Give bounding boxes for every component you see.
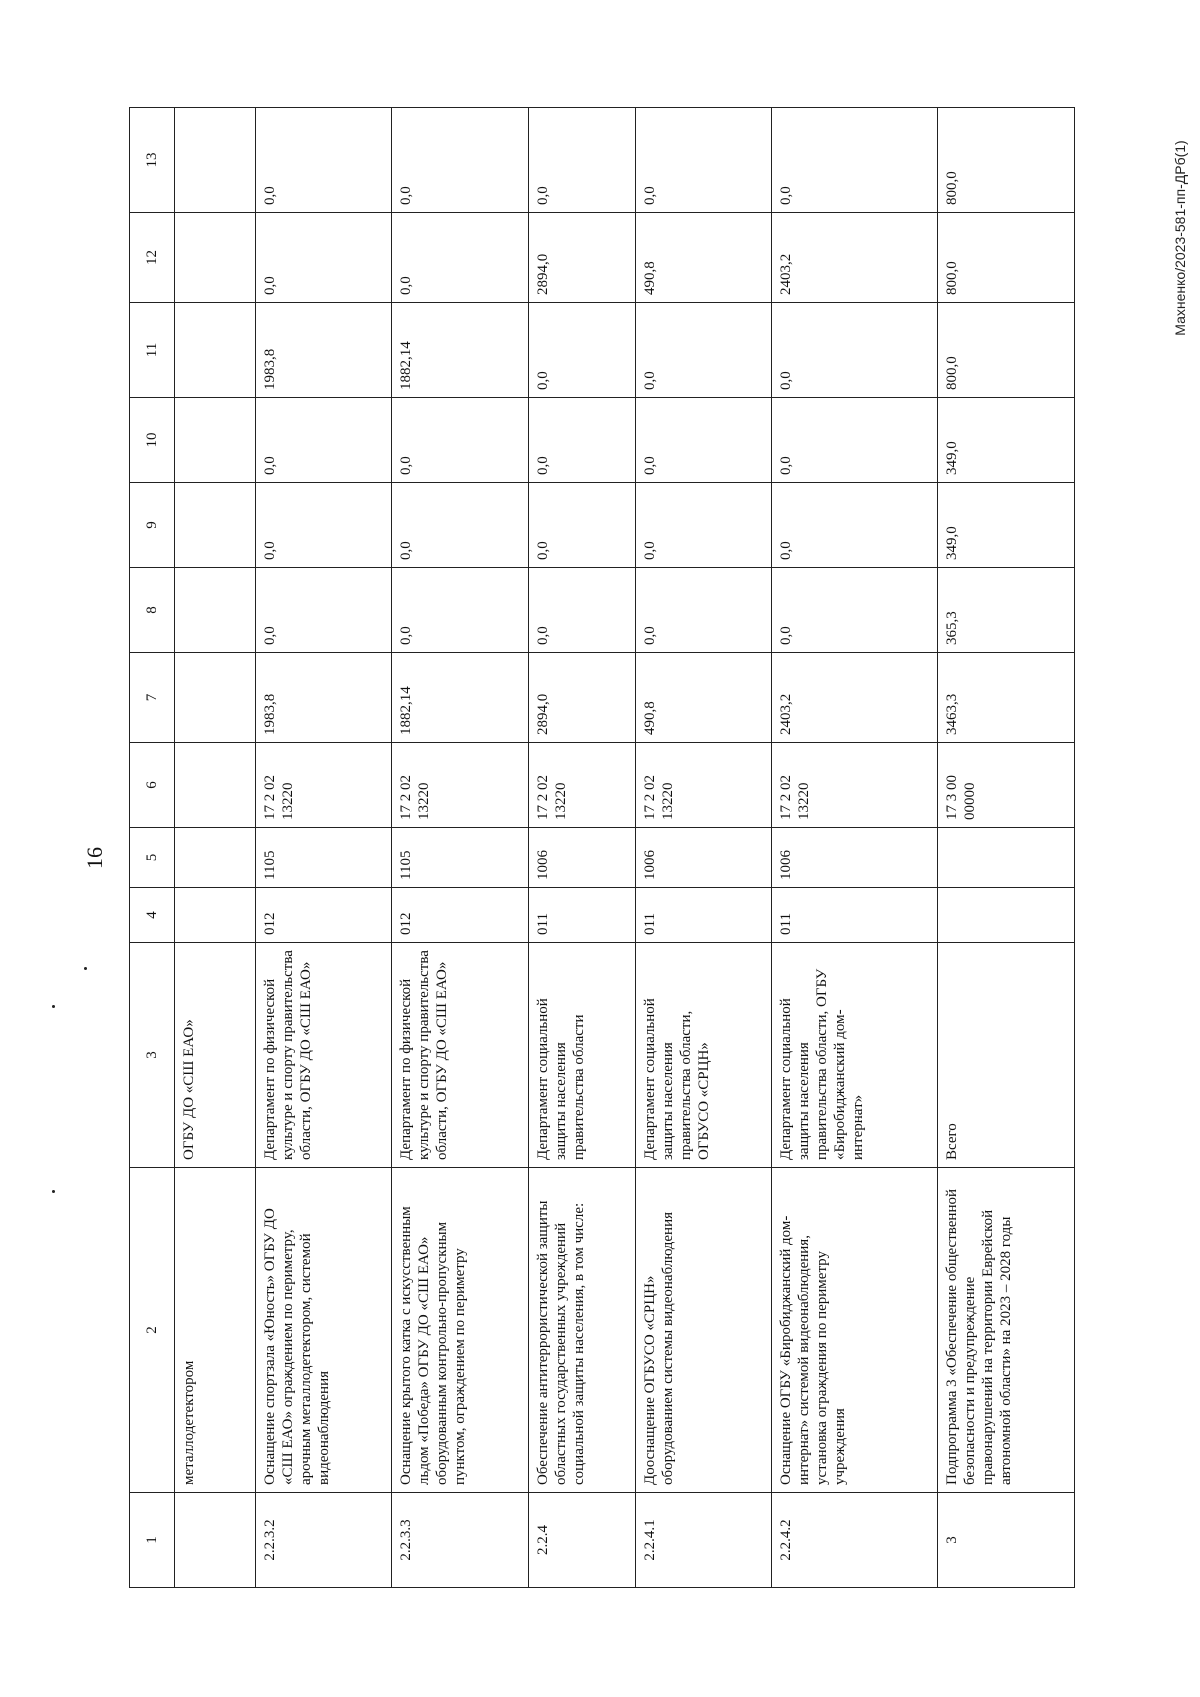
table-row <box>255 108 392 1588</box>
table-cell: Оснащение крытого катка с искусственным льдом «Победа» ОГБУ ДО «СШ ЕАО» оборудованным контрольно-пропускным пунктом, ограждением по периметру <box>392 1168 529 1493</box>
table-cell <box>938 888 1075 943</box>
table-cell: 1882,14 <box>392 653 529 743</box>
table-cell: 0,0 <box>772 303 938 398</box>
table-cell <box>175 108 256 213</box>
table-cell <box>175 483 256 568</box>
footer-document-code: Махненко/2023-581-пп-ДРб(1) <box>1172 140 1188 336</box>
table-cell: 2.2.3.3 <box>392 1493 529 1588</box>
table-cell: 0,0 <box>255 568 392 653</box>
table-cell: Обеспечение антитеррористической защиты областных государственных учреждений социальной защиты населения, в том числе: <box>528 1168 635 1493</box>
table-cell: 0,0 <box>772 108 938 213</box>
table-cell: 349,0 <box>938 483 1075 568</box>
table-cell: Департамент социальной защиты населения правительства области <box>528 943 635 1168</box>
table-cell: 2403,2 <box>772 213 938 303</box>
table-cell: 1105 <box>392 828 529 888</box>
table-wrapper <box>129 108 1075 1588</box>
table-cell: 0,0 <box>255 398 392 483</box>
scan-dot <box>84 967 87 970</box>
table-cell: 2894,0 <box>528 213 635 303</box>
table-cell: 0,0 <box>255 483 392 568</box>
table-cell: 800,0 <box>938 303 1075 398</box>
table-cell: Подпрограмма 3 «Обеспечение общественной безопасности и предупреждение правонарушений на территории Еврейской автономной области» на 2023 – 2028 годы <box>938 1168 1075 1493</box>
table-cell: 1983,8 <box>255 653 392 743</box>
header-cell: 8 <box>130 568 175 653</box>
table-cell: металлодетектором <box>175 1168 256 1493</box>
table-cell: 2403,2 <box>772 653 938 743</box>
table-cell: 2.2.3.2 <box>255 1493 392 1588</box>
table-cell: 0,0 <box>772 483 938 568</box>
header-cell: 6 <box>130 743 175 828</box>
table-cell: 011 <box>635 888 772 943</box>
table-row <box>938 108 1075 1588</box>
header-cell: 12 <box>130 213 175 303</box>
table-cell: 2894,0 <box>528 653 635 743</box>
table-cell: Департамент социальной защиты населения правительства области, ОГБУ «Биробиджанский дом-интернат» <box>772 943 938 1168</box>
table-cell: 490,8 <box>635 653 772 743</box>
table-cell: 011 <box>528 888 635 943</box>
table-row <box>528 108 635 1588</box>
header-cell: 2 <box>130 1168 175 1493</box>
header-cell: 1 <box>130 1493 175 1588</box>
table-cell: 0,0 <box>392 213 529 303</box>
table-cell <box>175 888 256 943</box>
table-cell: 0,0 <box>635 303 772 398</box>
table-cell: 0,0 <box>392 108 529 213</box>
table-cell: 0,0 <box>635 483 772 568</box>
table-cell <box>938 828 1075 888</box>
header-cell: 7 <box>130 653 175 743</box>
table-cell: 0,0 <box>255 213 392 303</box>
table-cell: 1006 <box>772 828 938 888</box>
header-cell: 4 <box>130 888 175 943</box>
table-cell <box>175 568 256 653</box>
table-cell: 3 <box>938 1493 1075 1588</box>
table-cell: 0,0 <box>635 108 772 213</box>
header-row <box>130 108 175 1588</box>
table-cell: 0,0 <box>528 398 635 483</box>
table-cell: 800,0 <box>938 108 1075 213</box>
table-cell: 17 2 02 13220 <box>392 743 529 828</box>
table-cell: Оснащение ОГБУ «Биробиджанский дом-интернат» системой видеонаблюдения, установка ограждения по периметру учреждения <box>772 1168 938 1493</box>
table-cell <box>175 303 256 398</box>
table-cell: 011 <box>772 888 938 943</box>
table-cell: 1105 <box>255 828 392 888</box>
table-cell: Департамент по физической культуре и спорту правительства области, ОГБУ ДО «СШ ЕАО» <box>392 943 529 1168</box>
table-cell: 0,0 <box>772 398 938 483</box>
table-cell: 1006 <box>635 828 772 888</box>
table-cell: 2.2.4.2 <box>772 1493 938 1588</box>
table-row <box>772 108 938 1588</box>
table-cell <box>175 213 256 303</box>
table-cell <box>175 828 256 888</box>
table-cell: 0,0 <box>392 568 529 653</box>
table-cell: 2.2.4 <box>528 1493 635 1588</box>
table-cell: Дооснащение ОГБУСО «СРЦН» оборудованием системы видеонаблюдения <box>635 1168 772 1493</box>
table-cell: 012 <box>255 888 392 943</box>
table-cell: 0,0 <box>392 483 529 568</box>
table-cell: 0,0 <box>528 108 635 213</box>
table-cell: 0,0 <box>528 568 635 653</box>
table-cell: ОГБУ ДО «СШ ЕАО» <box>175 943 256 1168</box>
table-row <box>635 108 772 1588</box>
table-cell: 0,0 <box>635 568 772 653</box>
scan-dot <box>52 1190 55 1193</box>
table-cell: 0,0 <box>392 398 529 483</box>
table-cell <box>175 398 256 483</box>
table-cell: 0,0 <box>635 398 772 483</box>
table-cell: 17 2 02 13220 <box>635 743 772 828</box>
table-cell: 3463,3 <box>938 653 1075 743</box>
table-cell: 2.2.4.1 <box>635 1493 772 1588</box>
table-cell <box>175 653 256 743</box>
table-cell: 365,3 <box>938 568 1075 653</box>
table-cell: 0,0 <box>528 303 635 398</box>
table-row <box>392 108 529 1588</box>
table-cell <box>175 1493 256 1588</box>
table-cell: Всего <box>938 943 1075 1168</box>
table-cell: 17 3 00 00000 <box>938 743 1075 828</box>
budget-table <box>129 107 1075 1588</box>
table-cell: 1882,14 <box>392 303 529 398</box>
table-cell: 0,0 <box>255 108 392 213</box>
header-cell: 5 <box>130 828 175 888</box>
scan-dot <box>52 1005 55 1008</box>
table-cell: 800,0 <box>938 213 1075 303</box>
header-cell: 11 <box>130 303 175 398</box>
header-cell: 3 <box>130 943 175 1168</box>
table-cell: Департамент по физической культуре и спорту правительства области, ОГБУ ДО «СШ ЕАО» <box>255 943 392 1168</box>
table-cell <box>175 743 256 828</box>
table-cell: Департамент социальной защиты населения правительства области, ОГБУСО «СРЦН» <box>635 943 772 1168</box>
page-number: 16 <box>82 847 107 869</box>
table-cell: 1006 <box>528 828 635 888</box>
table-body <box>255 108 1074 1588</box>
table-cell: 349,0 <box>938 398 1075 483</box>
table-cell: 0,0 <box>772 568 938 653</box>
table-cell: 17 2 02 13220 <box>772 743 938 828</box>
header-cell: 9 <box>130 483 175 568</box>
header-cell: 10 <box>130 398 175 483</box>
table-cell: Оснащение спортзала «Юность» ОГБУ ДО «СШ ЕАО» ограждением по периметру, арочным металлодетектором, системой видеонаблюдения <box>255 1168 392 1493</box>
table-cell: 0,0 <box>528 483 635 568</box>
continuation-row <box>175 108 256 1588</box>
table-cell: 17 2 02 13220 <box>255 743 392 828</box>
table-cell: 012 <box>392 888 529 943</box>
header-cell: 13 <box>130 108 175 213</box>
table-cell: 17 2 02 13220 <box>528 743 635 828</box>
table-cell: 490,8 <box>635 213 772 303</box>
table-cell: 1983,8 <box>255 303 392 398</box>
